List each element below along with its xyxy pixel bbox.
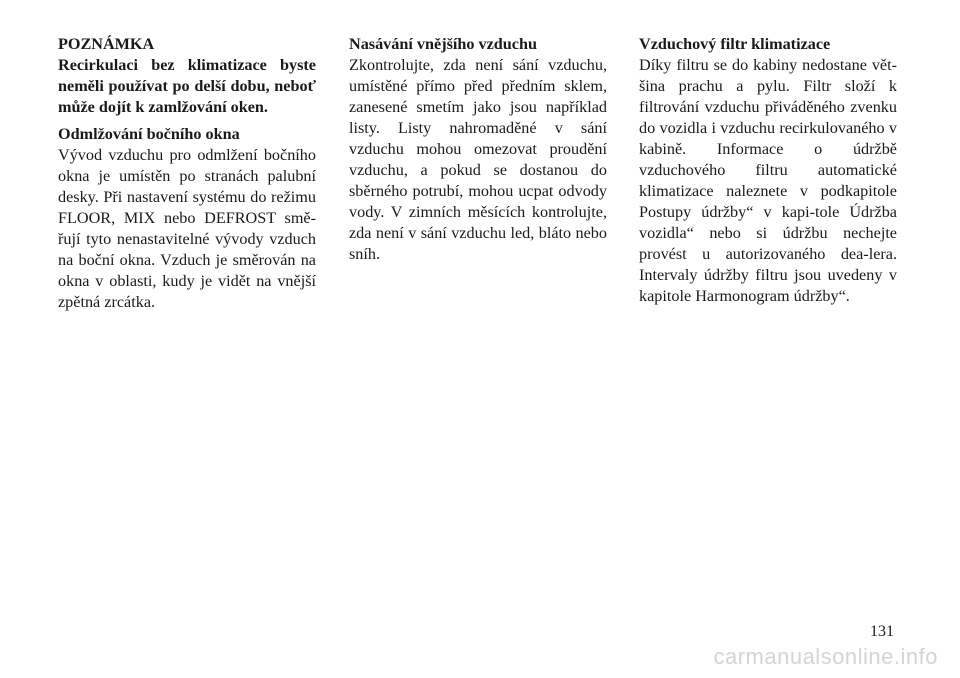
cabin-air-filter-heading: Vzduchový filtr klimatizace: [639, 35, 831, 53]
outside-air-intake-text: Zkontrolujte, zda není sání vzduchu, umístěné přímo před předním sklem, zanesené smetím jako jsou například listy. Listy nahromaděné v sání vzduchu mohou omezovat proudění vzduchu, a pokud se dostanou do sběrného potrubí, mohou ucpat odvody vody. V zimních měsících kontrolujte, zda není v sání vzduchu led, bláto nebo sníh.: [349, 56, 607, 263]
side-window-demisting-heading: Odmlžování bočního okna: [58, 125, 240, 143]
outside-air-intake-heading: Nasávání vnějšího vzduchu: [349, 35, 537, 53]
column-middle: [349, 34, 607, 265]
page-number: 131: [870, 623, 894, 640]
note-heading: POZNÁMKA: [58, 35, 155, 53]
note-text: Recirkulaci bez klimatizace byste neměli používat po delší dobu, neboť může dojít k zamlžování oken.: [58, 56, 316, 116]
watermark: carmanualsonline.info: [713, 644, 938, 669]
side-window-demisting-text: Vývod vzduchu pro odmlžení bočního okna je umístěn po stranách palubní desky. Při nastavení systému do režimu FLOOR, MIX nebo DEFROST smě-řují tyto nenastavitelné vývody vzduch na boční okna. Vzduch je směrován na okna v oblasti, kudy je vidět na vnější zpětná zrcátka.: [58, 146, 316, 311]
cabin-air-filter-text: Díky filtru se do kabiny nedostane vět-šina prachu a pylu. Filtr složí k filtrování vzduchu přiváděného zvenku do vozidla i vzduchu recirkulovaného v kabině. Informace o údržbě vzduchového filtru automatické klimatizace naleznete v podkapitole Postupy údržby“ v kapi-tole Údržba vozidla“ nebo si údržbu nechejte provést u autorizovaného dea-lera. Intervaly údržby filtru jsou uvedeny v kapitole Harmonogram údržby“.: [639, 56, 897, 305]
column-right: [639, 34, 897, 307]
column-left: [58, 34, 316, 313]
